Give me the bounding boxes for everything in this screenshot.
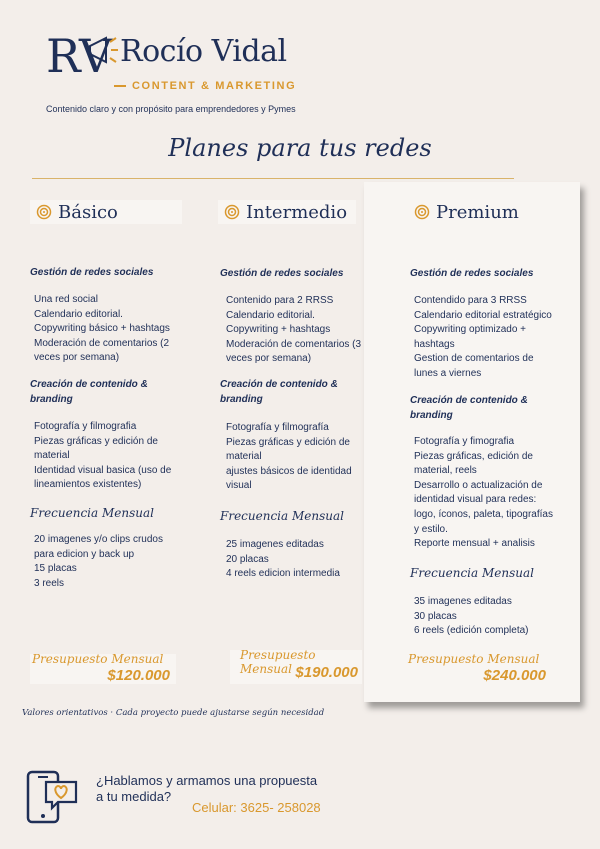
budget-amount: $120.000 <box>107 667 170 684</box>
section-title-management: Gestión de redes sociales <box>30 267 154 278</box>
section-title-management: Gestión de redes sociales <box>220 268 344 279</box>
list-item: Copywriting optimizado + <box>414 324 526 336</box>
list-item: Piezas gráficas y edición de <box>226 436 350 448</box>
plan-header-premium <box>408 200 548 224</box>
cta-question: ¿Hablamos y armamos una propuesta a tu medida? <box>96 773 318 804</box>
list-item: hashtags <box>414 338 455 350</box>
list-item: Moderación de comentarios (3 <box>226 338 362 350</box>
budget-box-basico <box>30 654 176 684</box>
page-title: Planes para tus redes <box>168 134 432 162</box>
frequency-list <box>34 533 194 591</box>
plan-header-basico <box>30 200 182 224</box>
section-title-content: Creación de contenido & branding <box>410 395 528 421</box>
list-item: material, reels <box>414 465 477 477</box>
list-item: Contenido para 2 RRSS <box>226 295 334 306</box>
list-item: logo, íconos, paleta, tipografías <box>414 508 553 520</box>
list-item: veces por semana) <box>226 353 312 365</box>
list-item: Calendario editorial. <box>226 309 315 321</box>
list-item: Reporte mensual + analisis <box>414 538 535 550</box>
frequency-title: Frecuencia Mensual <box>410 566 534 580</box>
budget-box-premium <box>408 654 554 684</box>
list-item: material <box>226 451 262 463</box>
section-title-content: Creación de contenido & branding <box>30 379 148 405</box>
list-item: 20 imagenes y/o clips crudos <box>34 534 163 545</box>
content-list <box>414 435 578 552</box>
brand-name: Rocío Vidal <box>120 34 287 69</box>
list-item: 25 imagenes editadas <box>226 539 324 550</box>
list-item: 4 reels edicion intermedia <box>226 568 340 580</box>
pricing-note: Valores orientativos · Cada proyecto puede ajustarse según necesidad <box>22 708 325 718</box>
plan-name: Intermedio <box>246 201 348 223</box>
brand-subtitle: CONTENT & MARKETING <box>114 80 296 92</box>
budget-box-intermedio <box>230 650 362 684</box>
section-title-content: Creación de contenido & branding <box>220 379 338 405</box>
list-item: ajustes básicos de identidad <box>226 465 352 477</box>
list-item: visual <box>226 480 252 492</box>
budget-label: Presupuesto Mensual <box>32 652 164 666</box>
list-item: Calendario editorial estratégico <box>414 309 552 321</box>
title-divider <box>32 178 514 179</box>
list-item: Desarrollo o actualización de <box>414 479 543 491</box>
list-item: Contendido para 3 RRSS <box>414 295 527 306</box>
budget-amount: $190.000 <box>295 664 358 681</box>
list-item: Moderación de comentarios (2 <box>34 337 170 349</box>
frequency-list <box>226 538 386 582</box>
list-item: 30 placas <box>414 610 457 622</box>
frequency-title: Frecuencia Mensual <box>30 506 154 520</box>
list-item: Calendario editorial. <box>34 308 123 320</box>
list-item: veces por semana) <box>34 352 120 364</box>
list-item: 35 imagenes editadas <box>414 596 512 607</box>
target-icon <box>36 204 52 220</box>
brand-tagline: Contenido claro y con propósito para emprendedores y Pymes <box>46 104 296 114</box>
list-item: Piezas gráficas, edición de <box>414 450 533 462</box>
list-item: 3 reels <box>34 577 65 589</box>
budget-label: Presupuesto Mensual <box>408 652 540 666</box>
frequency-list <box>414 595 578 639</box>
brand-monogram: RV <box>46 29 113 80</box>
list-item: 20 placas <box>226 553 269 565</box>
list-item: Fotografía y filmografía <box>226 422 329 433</box>
budget-amount: $240.000 <box>483 667 546 684</box>
section-title-management: Gestión de redes sociales <box>410 268 534 279</box>
list-item: Piezas gráficas y edición de <box>34 435 158 447</box>
frequency-title: Frecuencia Mensual <box>220 509 344 523</box>
phone-heart-icon <box>24 768 82 826</box>
list-item: 15 placas <box>34 563 77 575</box>
plan-name: Premium <box>436 201 519 223</box>
list-item: identidad visual para redes: <box>414 494 537 506</box>
list-item: 6 reels (edición completa) <box>414 625 529 637</box>
target-icon <box>414 204 430 220</box>
list-item: lunes a viernes <box>414 367 482 379</box>
list-item: Fotografía y fimografia <box>414 436 515 447</box>
list-item: lineamientos existentes) <box>34 479 142 491</box>
list-item: material <box>34 450 70 462</box>
management-list <box>34 293 194 366</box>
management-list <box>414 294 578 382</box>
budget-label: Presupuesto Mensual <box>240 648 316 676</box>
content-list <box>34 420 194 493</box>
list-item: Fotografía y filmografia <box>34 421 137 432</box>
content-list <box>226 421 386 494</box>
management-list <box>226 294 386 367</box>
list-item: Identidad visual basica (uso de <box>34 464 172 476</box>
list-item: Copywriting + hashtags <box>226 324 331 336</box>
plan-header-intermedio <box>218 200 356 224</box>
plan-name: Básico <box>58 201 118 223</box>
list-item: Copywriting básico + hashtags <box>34 323 170 335</box>
target-icon <box>224 204 240 220</box>
list-item: Gestion de comentarios de <box>414 353 534 365</box>
cta-phone[interactable]: Celular: 3625- 258028 <box>192 800 321 815</box>
list-item: y estilo. <box>414 523 448 535</box>
list-item: para edicion y back up <box>34 548 135 560</box>
list-item: Una red social <box>34 294 98 305</box>
brand-logo-mark <box>46 28 122 80</box>
